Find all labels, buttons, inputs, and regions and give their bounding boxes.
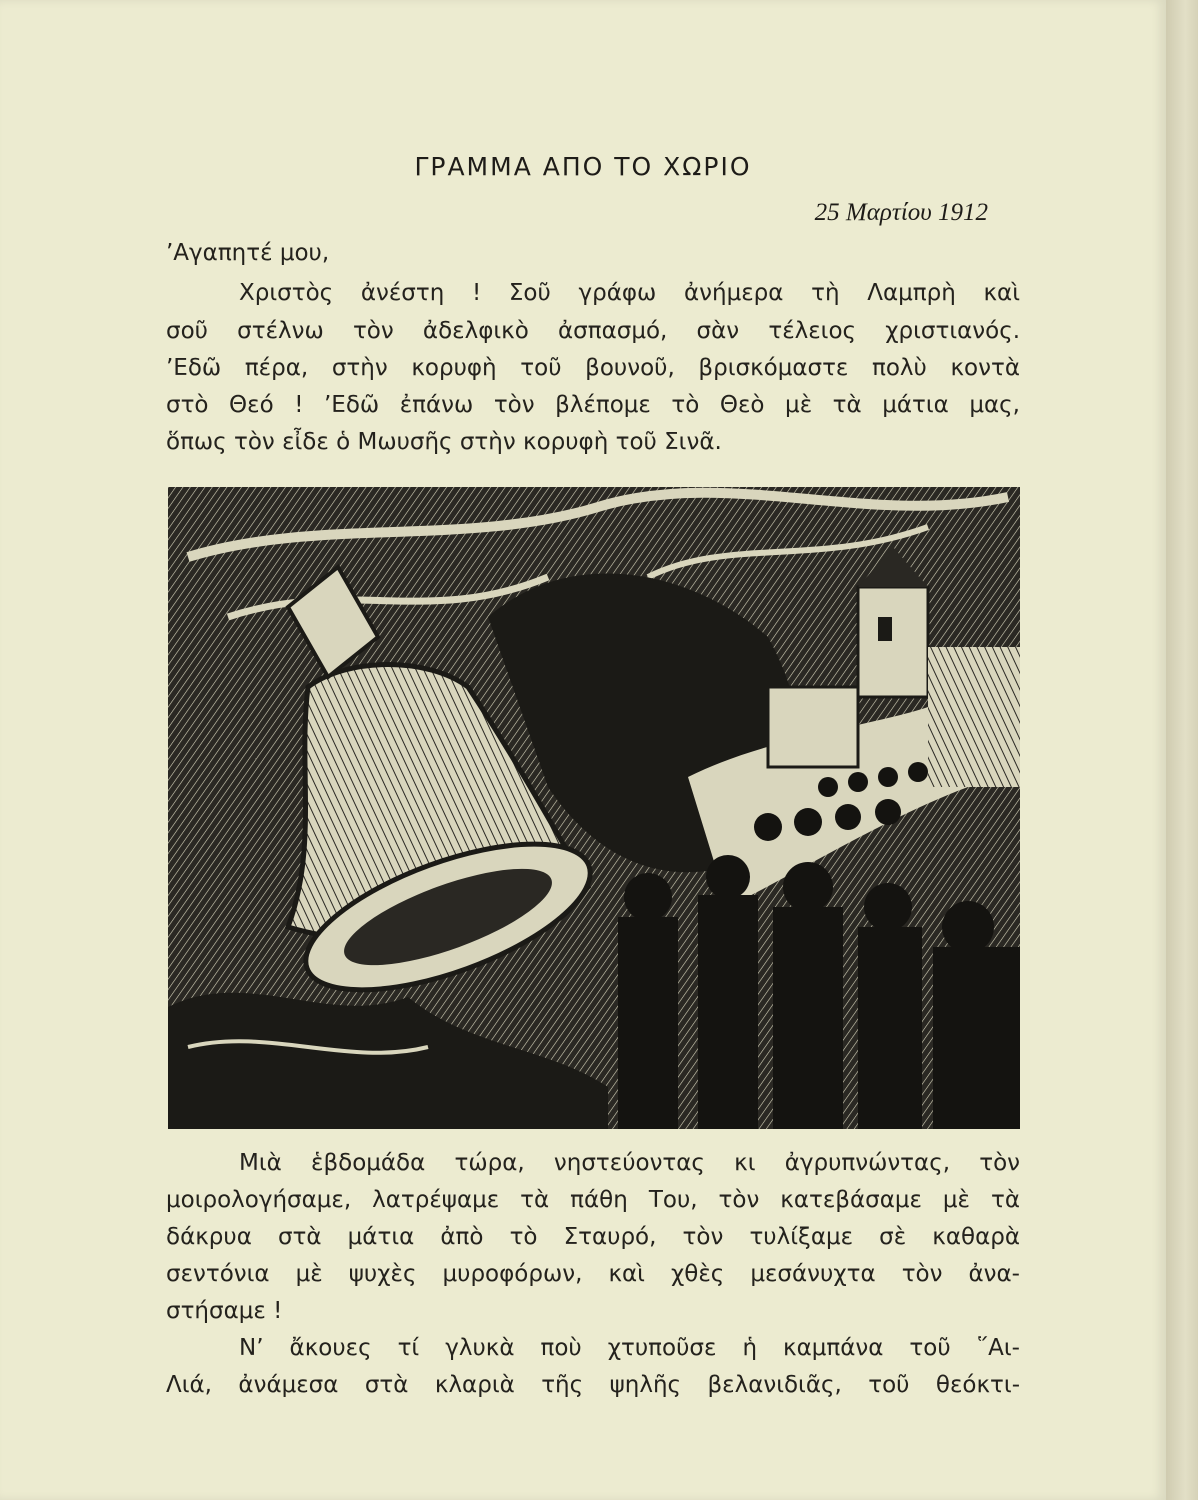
paragraph-line: Λιά, ἀνάμεσα στὰ κλαριὰ τῆς ψηλῆς βελανιδιᾶς, τοῦ θεόκτι-: [166, 1372, 1020, 1398]
paragraph-line: Ν’ ἄκουες τί γλυκὰ ποὺ χτυποῦσε ἡ καμπάνα τοῦ ῞Αι-: [239, 1335, 1020, 1361]
paragraph-line: ’Εδῶ πέρα, στὴν κορυφὴ τοῦ βουνοῦ, βρισκόμαστε πολὺ κοντὰ: [166, 355, 1020, 381]
paragraph-line: σεντόνια μὲ ψυχὲς μυροφόρων, καὶ χθὲς μεσάνυχτα τὸν ἀνα-: [166, 1261, 1020, 1287]
paragraph-line: σοῦ στέλνω τὸν ἀδελφικὸ ἀσπασμό, σὰν τέλειος χριστιανός.: [166, 318, 1020, 344]
letter-date: 25 Μαρτίου 1912: [814, 199, 988, 226]
paragraph-line: στήσαμε !: [166, 1298, 283, 1324]
page-edge: [1166, 0, 1198, 1500]
salutation: ’Αγαπητέ μου,: [166, 240, 330, 266]
paragraph-line: Μιὰ ἑβδομάδα τώρα, νηστεύοντας κι ἀγρυπνώντας, τὸν: [239, 1150, 1020, 1176]
paragraph-line: μοιρολογήσαμε, λατρέψαμε τὰ πάθη Του, τὸν κατεβάσαμε μὲ τὰ: [166, 1187, 1020, 1213]
paragraph-line: στὸ Θεό ! ’Εδῶ ἐπάνω τὸν βλέπομε τὸ Θεὸ μὲ τὰ μάτια μας,: [166, 392, 1020, 418]
paragraph-line: δάκρυα στὰ μάτια ἀπὸ τὸ Σταυρό, τὸν τυλίξαμε σὲ καθαρὰ: [166, 1224, 1020, 1250]
paragraph-line: Χριστὸς ἀνέστη ! Σοῦ γράφω ἀνήμερα τὴ Λαμπρὴ καὶ: [239, 280, 1020, 306]
paragraph-line: ὅπως τὸν εἶδε ὁ Μωυσῆς στὴν κορυφὴ τοῦ Σινᾶ.: [166, 429, 722, 455]
woodcut-illustration: [168, 487, 1020, 1129]
letter-title: ΓΡΑΜΜΑ ΑΠΟ ΤΟ ΧΩΡΙΟ: [414, 152, 752, 181]
